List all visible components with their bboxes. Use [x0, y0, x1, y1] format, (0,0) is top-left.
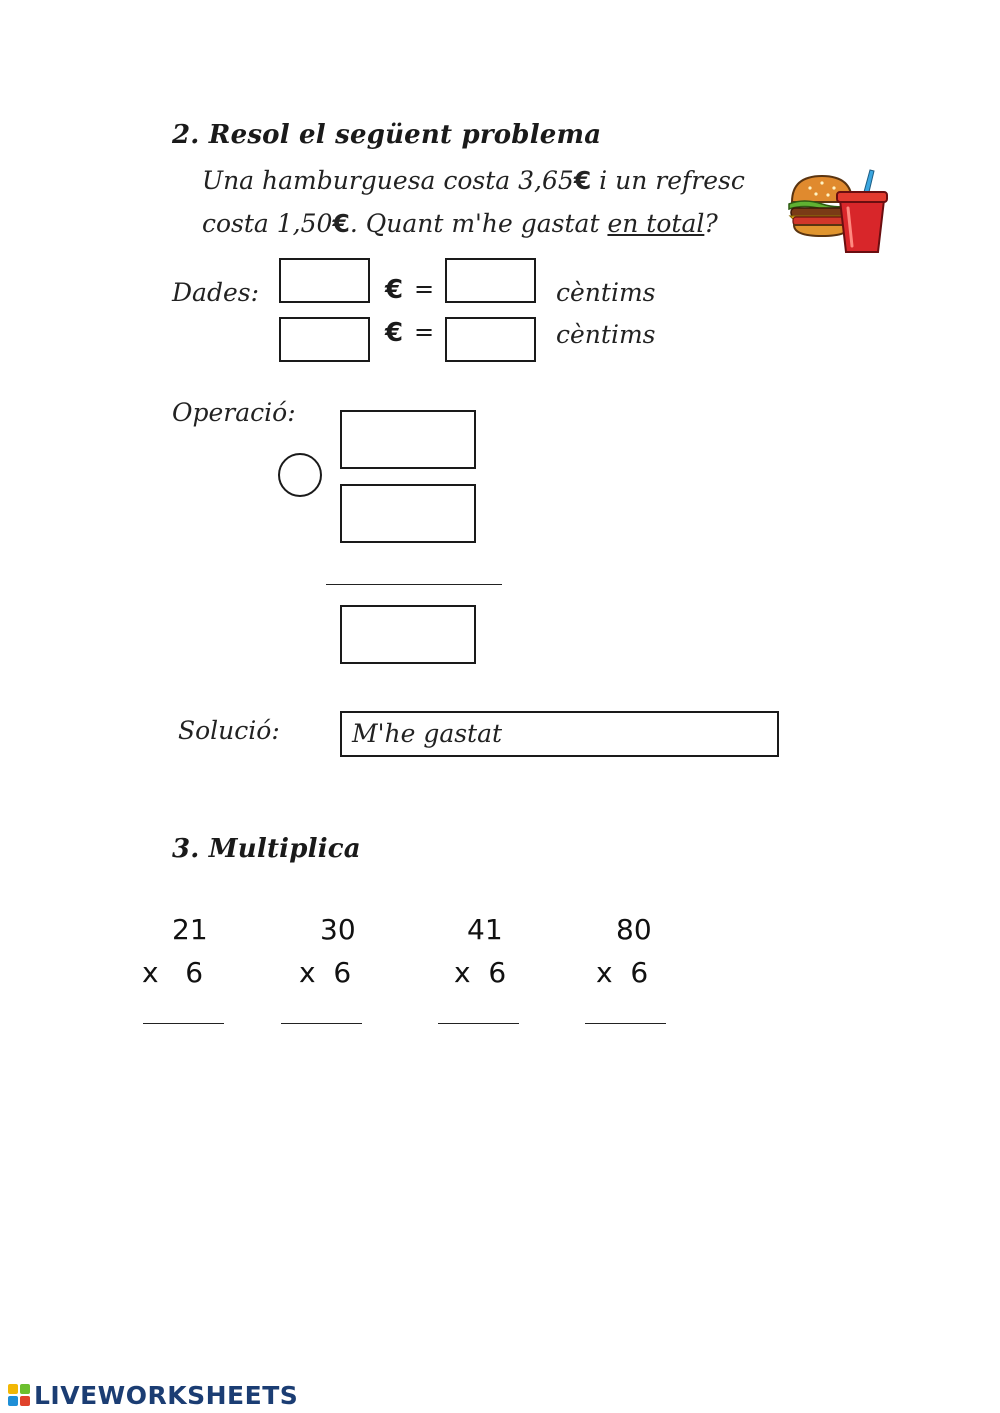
centims-label: cèntims [556, 278, 656, 307]
operacio-label: Operació: [172, 398, 296, 427]
solution-field[interactable] [340, 711, 779, 757]
problem-2-heading: 2. Resol el següent problema [172, 120, 602, 150]
liveworksheets-mark-icon [7, 1383, 31, 1407]
liveworksheets-logo [7, 1380, 298, 1410]
operation-sign-circle[interactable] [278, 453, 322, 497]
problem-3-heading: 3. Multiplica [172, 834, 361, 864]
multiplicand-3: 41 [467, 913, 503, 946]
multiplier-3: x 6 [454, 956, 507, 989]
problem-text-part: ? [704, 209, 718, 238]
multiplier-2: x 6 [299, 956, 352, 989]
problem-text-part: costa 1,50 [202, 209, 333, 238]
euro-symbol: € [332, 209, 350, 238]
problem-text-part: Una hamburguesa costa 3,65 [202, 166, 574, 195]
operand-input-2[interactable] [340, 484, 476, 543]
answer-line-3[interactable] [438, 1023, 519, 1024]
euro-symbol: € [385, 318, 404, 348]
problem-text-part: . Quant m'he gastat [349, 209, 608, 238]
operand-input-1[interactable] [340, 410, 476, 469]
multiplicand-2: 30 [320, 913, 356, 946]
multiplicand-4: 80 [616, 913, 652, 946]
burger-and-drink-icon [784, 168, 888, 258]
operation-rule [326, 584, 502, 585]
dades-label: Dades: [172, 278, 259, 307]
euro-symbol: € [573, 166, 592, 195]
centims-label: cèntims [556, 320, 656, 349]
multiplier-1: x 6 [142, 956, 204, 989]
answer-line-4[interactable] [585, 1023, 666, 1024]
answer-line-1[interactable] [143, 1023, 224, 1024]
multiplicand-1: 21 [172, 913, 208, 946]
liveworksheets-brand: LIVEWORKSHEETS [34, 1380, 299, 1410]
equals-sign: = [414, 318, 435, 346]
result-input[interactable] [340, 605, 476, 664]
problem-text-line-1 [202, 166, 745, 195]
problem-text-part: i un refresc [591, 166, 745, 195]
euro-amount-input-2[interactable] [279, 317, 370, 362]
euro-amount-input-1[interactable] [279, 258, 370, 303]
multiplier-4: x 6 [596, 956, 649, 989]
solution-prefix: M'he gastat [352, 719, 503, 748]
centims-input-1[interactable] [445, 258, 536, 303]
problem-text-line-2 [202, 209, 718, 238]
centims-input-2[interactable] [445, 317, 536, 362]
answer-line-2[interactable] [281, 1023, 362, 1024]
equals-sign: = [414, 275, 435, 303]
solucio-label: Solució: [178, 716, 280, 745]
euro-symbol: € [385, 275, 404, 305]
problem-text-underlined: en total [607, 209, 705, 238]
